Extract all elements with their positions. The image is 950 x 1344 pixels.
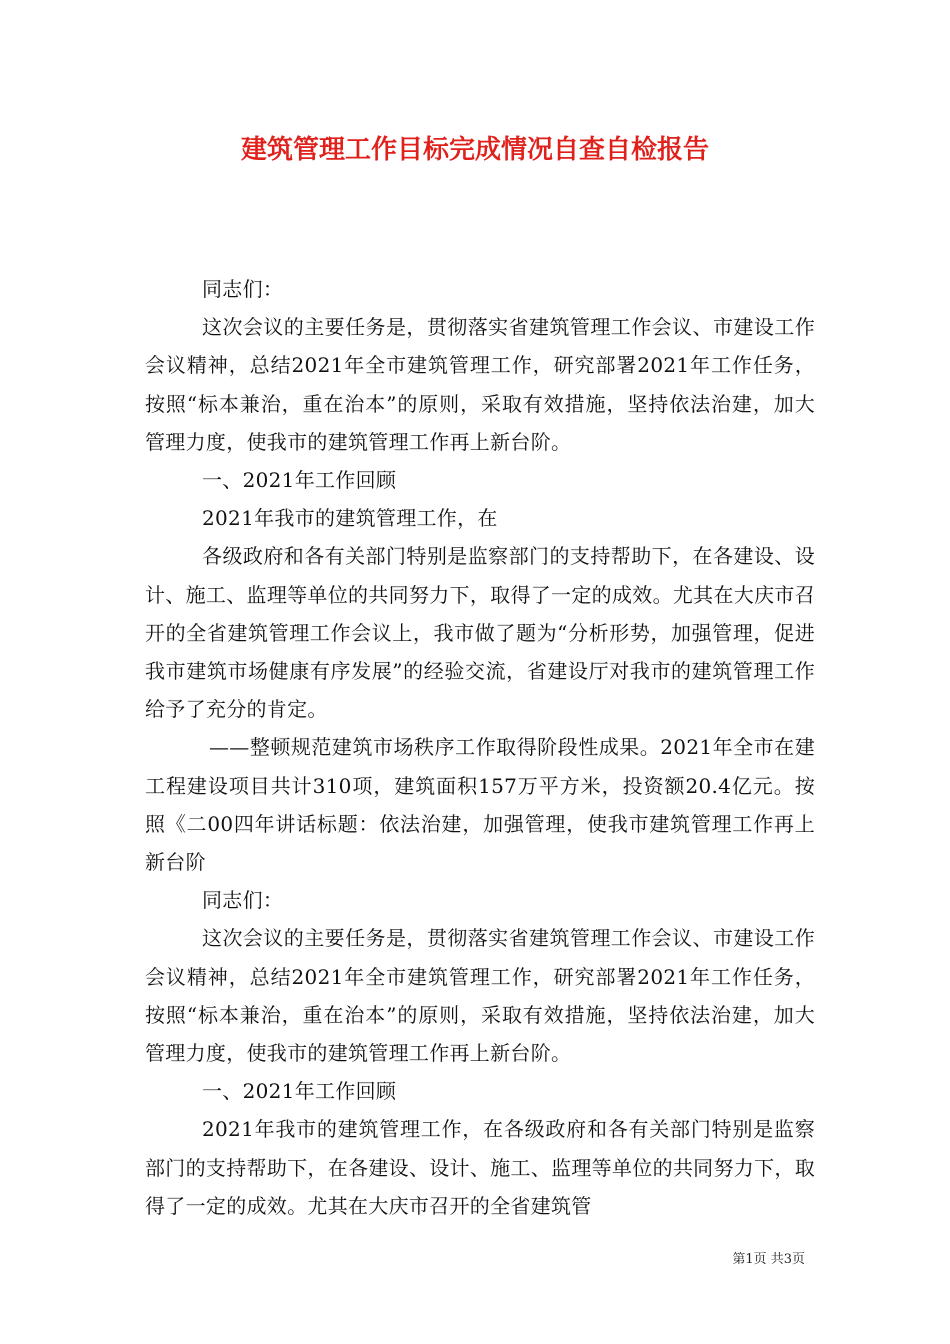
body-paragraph: 这次会议的主要任务是，贯彻落实省建筑管理工作会议、市建设工作会议精神，总结2021年全市建筑管理工作，研究部署2021年工作任务，按照“标本兼治，重在治本”的原则，采取有效措施，坚持依法治建，加大管理力度，使我市的建筑管理工作再上新台阶。 (145, 315, 815, 454)
body-paragraph: 2021年我市的建筑管理工作，在各级政府和各有关部门特别是监察部门的支持帮助下，在各建设、设计、施工、监理等单位的共同努力下，取得了一定的成效。尤其在大庆市召开的全省建筑管 (145, 1117, 815, 1218)
section-heading: 一、2021年工作回顾 (202, 468, 397, 493)
page-number-footer: 第1页 共3页 (732, 1252, 805, 1267)
body-paragraph: 2021年我市的建筑管理工作，在 (202, 506, 498, 531)
salutation-paragraph: 同志们： (202, 888, 284, 913)
body-paragraph: ——整顿规范建筑市场秩序工作取得阶段性成果。2021年全市在建工程建设项目共计310项，建筑面积157万平方米，投资额20.4亿元。按照《二00四年讲话标题：依法治建，加强管理，使我市建筑管理工作再上新台阶 (145, 735, 815, 875)
salutation-paragraph: 同志们： (202, 277, 284, 301)
document-body (145, 270, 815, 1225)
section-heading: 一、2021年工作回顾 (202, 1079, 397, 1104)
document-title: 建筑管理工作目标完成情况自查自检报告 (240, 135, 709, 165)
body-paragraph: 各级政府和各有关部门特别是监察部门的支持帮助下，在各建设、设计、施工、监理等单位的共同努力下，取得了一定的成效。尤其在大庆市召开的全省建筑管理工作会议上，我市做了题为“分析形势，加强管理，促进我市建筑市场健康有序发展”的经验交流，省建设厅对我市的建筑管理工作给予了充分的肯定。 (145, 544, 815, 722)
body-paragraph: 这次会议的主要任务是，贯彻落实省建筑管理工作会议、市建设工作会议精神，总结2021年全市建筑管理工作，研究部署2021年工作任务，按照“标本兼治，重在治本”的原则，采取有效措施，坚持依法治建，加大管理力度，使我市的建筑管理工作再上新台阶。 (145, 926, 815, 1066)
